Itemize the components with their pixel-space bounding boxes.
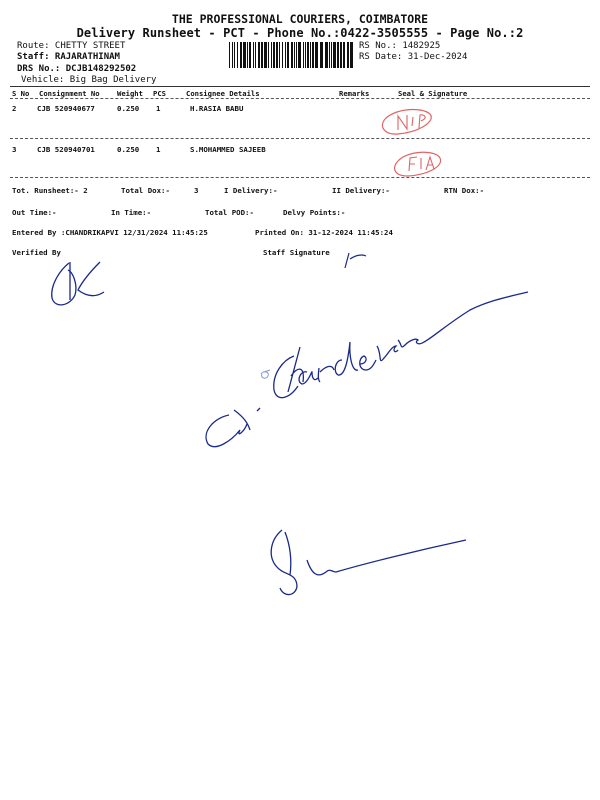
rs-date: RS Date: 31-Dec-2024 (359, 52, 468, 62)
barcode-bar (237, 42, 238, 68)
barcode-bar (232, 42, 233, 68)
table-top-rule (10, 86, 590, 87)
barcode-bar (320, 42, 323, 68)
barcode-bar (307, 42, 309, 68)
runsheet-subtitle: Delivery Runsheet - PCT - Phone No.:0422-3505555 - Page No.:2 (76, 26, 524, 40)
barcode-bar (303, 42, 304, 68)
barcode-bar (271, 42, 272, 68)
row-pcs: 1 (156, 104, 161, 113)
barcode-bar (298, 42, 301, 68)
ink-scribble (261, 370, 270, 378)
barcode-bar (247, 42, 248, 68)
barcode-bar (296, 42, 297, 68)
table-header-rule (10, 98, 590, 99)
barcode-bar (261, 42, 263, 68)
rs-number: RS No.: 1482925 (359, 41, 441, 51)
barcode-bar (282, 42, 283, 68)
row-consignee: S.MOHAMMED SAJEEB (190, 145, 266, 154)
barcode-bar (249, 42, 251, 68)
barcode-bar (243, 42, 246, 68)
total-dox-value: 3 (194, 186, 199, 195)
i-delivery: I Delivery:- (224, 186, 278, 195)
barcode-bar (279, 42, 280, 68)
row-weight: 0.250 (117, 145, 140, 154)
remark-stamp-fia (395, 152, 441, 176)
route-text: Route: CHETTY STREET (17, 41, 126, 51)
barcode-bar (350, 42, 353, 68)
barcode-bar (253, 42, 254, 68)
barcode-bar (310, 42, 311, 68)
ii-delivery: II Delivery:- (332, 186, 390, 195)
printed-on: Printed On: 31-12-2024 11:45:24 (255, 228, 393, 237)
delvy-points: Delvy Points:- (283, 208, 346, 217)
barcode-bar (343, 42, 345, 68)
col-seal-signature: Seal & Signature (398, 89, 468, 98)
barcode-bar (240, 42, 242, 68)
barcode-bar (312, 42, 314, 68)
vehicle-text: Vehicle: Big Bag Delivery (21, 75, 157, 85)
barcode-bar (285, 42, 286, 68)
barcode-bar (264, 42, 267, 68)
col-pcs: PCS (153, 89, 166, 98)
bottom-signature (271, 530, 466, 595)
staff-text: Staff: RAJARATHINAM (17, 52, 120, 62)
row-sno: 3 (12, 145, 17, 154)
company-title: THE PROFESSIONAL COURIERS, COIMBATORE (171, 12, 429, 26)
barcode-bar (333, 42, 336, 68)
col-remarks: Remarks (339, 89, 370, 98)
handwritten-name-signature (206, 292, 528, 447)
verified-signature (52, 262, 104, 305)
remark-stamp-nip (382, 109, 431, 134)
row-separator (10, 138, 590, 139)
barcode-bar (340, 42, 342, 68)
barcode-bar (287, 42, 289, 68)
in-time: In Time:- (111, 208, 152, 217)
barcode-bar (229, 42, 230, 68)
barcode-bar (234, 42, 235, 68)
barcode-bar (329, 42, 330, 68)
barcode (229, 42, 353, 68)
barcode-bar (255, 42, 256, 68)
row-weight: 0.250 (117, 104, 140, 113)
row-pcs: 1 (156, 145, 161, 154)
barcode-bar (315, 42, 318, 68)
verified-by-label: Verified By (12, 248, 61, 257)
rtn-dox: RTN Dox:- (444, 186, 485, 195)
barcode-bar (325, 42, 328, 68)
col-weight: Weight (117, 89, 143, 98)
barcode-bar (276, 42, 278, 68)
barcode-bar (337, 42, 339, 68)
barcode-bar (268, 42, 269, 68)
entered-by: Entered By :CHANDRIKAPVI 12/31/2024 11:45:25 (12, 228, 208, 237)
total-dox-label: Total Dox:- (121, 186, 170, 195)
row-consignee: H.RASIA BABU (190, 104, 244, 113)
barcode-bar (291, 42, 293, 68)
row-separator (10, 177, 590, 178)
barcode-bar (331, 42, 332, 68)
barcode-bar (273, 42, 275, 68)
row-sno: 2 (12, 104, 17, 113)
barcode-bar (305, 42, 306, 68)
col-sno: S No (12, 89, 30, 98)
barcode-bar (347, 42, 349, 68)
staff-signature-label: Staff Signature (263, 248, 330, 257)
drs-number: DRS No.: DCJB148292502 (17, 64, 137, 74)
col-consignment: Consignment No (39, 89, 100, 98)
staff-initial-signature (345, 253, 366, 268)
total-pod: Total POD:- (205, 208, 254, 217)
row-consignment: CJB 520940677 (37, 104, 95, 113)
barcode-bar (294, 42, 295, 68)
row-consignment: CJB 520940701 (37, 145, 95, 154)
tot-runsheet: Tot. Runsheet:- 2 (12, 186, 88, 195)
barcode-bar (258, 42, 260, 68)
out-time: Out Time:- (12, 208, 57, 217)
col-consignee: Consignee Details (186, 89, 260, 98)
